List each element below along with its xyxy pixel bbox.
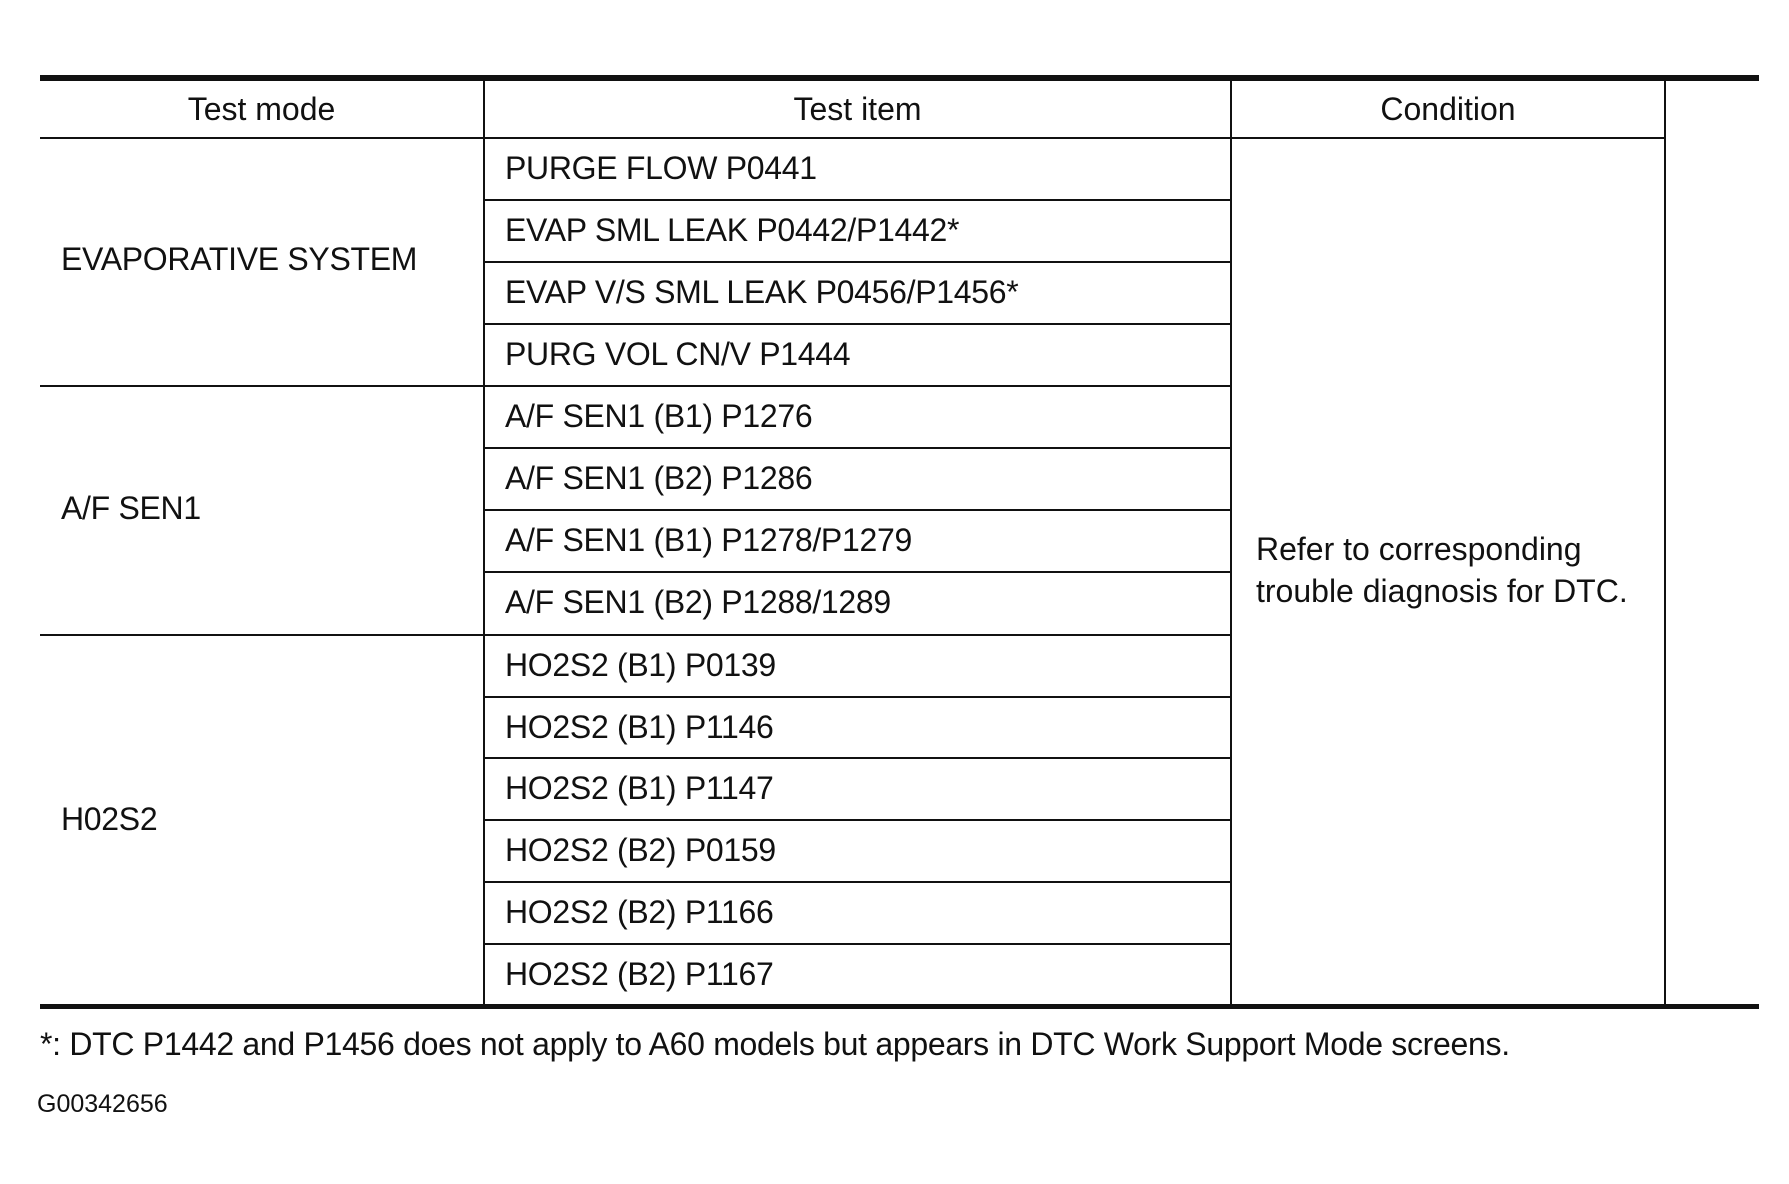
test-item: A/F SEN1 (B2) P1286	[505, 460, 813, 496]
condition-line: trouble diagnosis for DTC.	[1256, 573, 1628, 609]
test-item: HO2S2 (B1) P1146	[505, 709, 774, 745]
test-item: HO2S2 (B1) P0139	[505, 647, 776, 683]
header-condition: Condition	[1380, 91, 1516, 127]
test-mode-h02s2: H02S2	[61, 801, 158, 837]
test-item: A/F SEN1 (B1) P1276	[505, 398, 813, 434]
condition-text	[1256, 528, 1676, 612]
test-item: HO2S2 (B1) P1147	[505, 770, 774, 806]
test-item: HO2S2 (B2) P0159	[505, 832, 776, 868]
test-mode-af-sen1: A/F SEN1	[61, 490, 201, 526]
column-divider	[1230, 81, 1232, 1004]
header-rule	[40, 137, 1664, 139]
test-item: HO2S2 (B2) P1166	[505, 894, 774, 930]
test-item: PURGE FLOW P0441	[505, 150, 817, 186]
column-divider	[483, 81, 485, 1004]
table-bottom-rule	[40, 1004, 1759, 1009]
header-test-mode: Test mode	[187, 91, 336, 127]
figure-id: G00342656	[37, 1090, 168, 1118]
test-item: EVAP SML LEAK P0442/P1442*	[505, 212, 960, 248]
footnote: *: DTC P1442 and P1456 does not apply to A60 models but appears in DTC Work Support Mode screens.	[40, 1026, 1510, 1062]
test-item: A/F SEN1 (B2) P1288/1289	[505, 584, 891, 620]
header-test-item: Test item	[793, 91, 922, 127]
condition-line: Refer to corresponding	[1256, 531, 1582, 567]
test-item: PURG VOL CN/V P1444	[505, 336, 851, 372]
test-item: EVAP V/S SML LEAK P0456/P1456*	[505, 274, 1019, 310]
test-item: A/F SEN1 (B1) P1278/P1279	[505, 522, 912, 558]
test-item: HO2S2 (B2) P1167	[505, 956, 774, 992]
test-mode-evaporative-system: EVAPORATIVE SYSTEM	[61, 241, 418, 277]
